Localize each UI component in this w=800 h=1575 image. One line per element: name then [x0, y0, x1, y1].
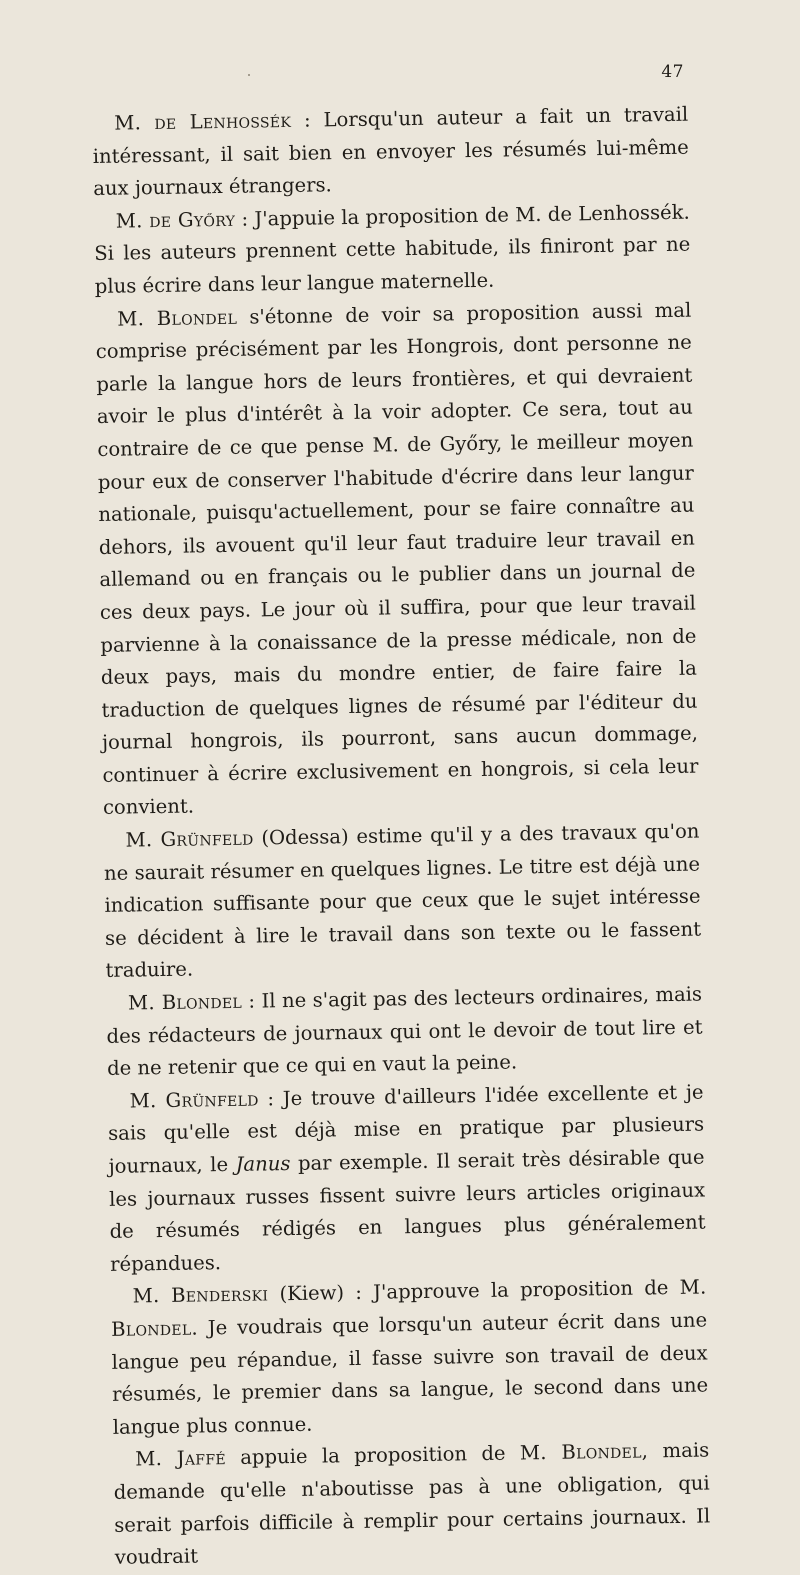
paragraph-text: J'appuie la proposition de M. de Lenhossék. Si les auteurs prennent cette habitude, ils finiront par ne plus écrire dans leur langue maternelle.: [94, 200, 691, 298]
journal-title: Janus: [235, 1152, 291, 1176]
separator: :: [235, 207, 255, 231]
paragraph-text: J'approuve la proposition de: [373, 1276, 680, 1305]
speaker-name: M. Jaffé: [135, 1446, 227, 1471]
speaker-name: M. de Győry: [115, 207, 236, 233]
paragraph-text: mais demande qu'elle n'aboutisse pas à une obligation, qui serait parfois difficile à remplir pour certains journaux. Il voudrait: [113, 1438, 711, 1569]
speaker-name: M. Blondel: [127, 989, 243, 1015]
speaker-name: M. de Lenhossék: [114, 108, 292, 135]
speaker-name: M. Grünfeld: [129, 1087, 259, 1113]
speaker-reference: M. Blondel,: [519, 1439, 649, 1465]
paragraph: [107, 1076, 706, 1281]
speaker-name: M. Blondel: [117, 305, 238, 331]
paragraph-text: Lorsqu'un auteur a fait un travail intéressant, il sait bien en envoyer les résumés lui-même aux journaux étrangers.: [92, 102, 689, 201]
separator: :: [258, 1086, 284, 1111]
paragraph-text: par exemple. Il serait très désirable que les journaux russes fissent suivre leurs articles originaux de résumés rédigés en langues plus généralement répandues.: [108, 1145, 706, 1276]
paragraph-text: s'étonne de voir sa proposition aussi mal comprise précisément par les Hongrois, dont personne ne parle la langue hors de leurs frontières, et qui devraient avoir le plus d'intérêt à la voir adopter. Ce sera, tout au contraire de ce que pense M. de Győry, le meilleur moyen pour eux de conserver l'habitude d'écrire dans leur langur nationale, puisqu'actuellement, pour se faire connaître au dehors, ils avouent qu'il leur faut traduire leur travail en allemand ou en français ou le publier dans un journal de ces deux pays. Le jour où il suffira, pour que leur travail parvienne à la conaissance de la presse médicale, non de deux pays, mais du mondre entier, de faire faire la traduction de quelques lignes de résumé par l'éditeur du journal hongrois, ils pourront, sans aucun dommage, continuer à écrire exclusivement en hongrois, si cela leur convient.: [95, 298, 699, 820]
paragraph: [106, 979, 703, 1086]
separator: (Kiew) :: [268, 1281, 374, 1306]
body-text: [92, 99, 711, 1575]
separator: :: [290, 108, 324, 132]
page-number: 47: [661, 62, 684, 82]
separator: :: [241, 989, 262, 1013]
paragraph: [94, 196, 691, 303]
paragraph-text: Je trouve d'ailleurs l'idée excellente et je sais qu'elle est déjà mise en pratique par plusieurs journaux, le: [107, 1080, 705, 1178]
speaker-name: M. Benderski: [132, 1282, 269, 1308]
speaker-reference: M. Blondel.: [111, 1275, 707, 1341]
paragraph: [113, 1435, 711, 1575]
paragraph: [92, 99, 689, 206]
paragraph-text: Je voudrais que lorsqu'un auteur écrit dans une langue peu répandue, il fasse suivre son travail de deux résumés, le premier dans sa langue, le second dans une langue plus connue.: [111, 1308, 709, 1439]
paragraph: [95, 294, 699, 825]
paragraph-text: (Odessa) estime qu'il y a des travaux qu'on ne saurait résumer en quelques lignes. Le titre est déjà une indication suffisante pour que ceux que le sujet intéresse se décident à lire le travail dans son texte ou le fassent traduire.: [103, 819, 702, 983]
paragraph: [110, 1272, 708, 1444]
separator: [237, 305, 250, 328]
paragraph-text: appuie la proposition de: [240, 1441, 521, 1470]
speaker-name: M. Grünfeld: [125, 826, 254, 852]
separator: [226, 1446, 241, 1469]
paragraph: [103, 816, 701, 988]
paragraph-text: Il ne s'agit pas des lecteurs ordinaires, mais des rédacteurs de journaux qui ont le devoir de tout lire et de ne retenir que ce qui en vaut la peine.: [106, 982, 703, 1081]
paper-speck: [248, 74, 250, 76]
